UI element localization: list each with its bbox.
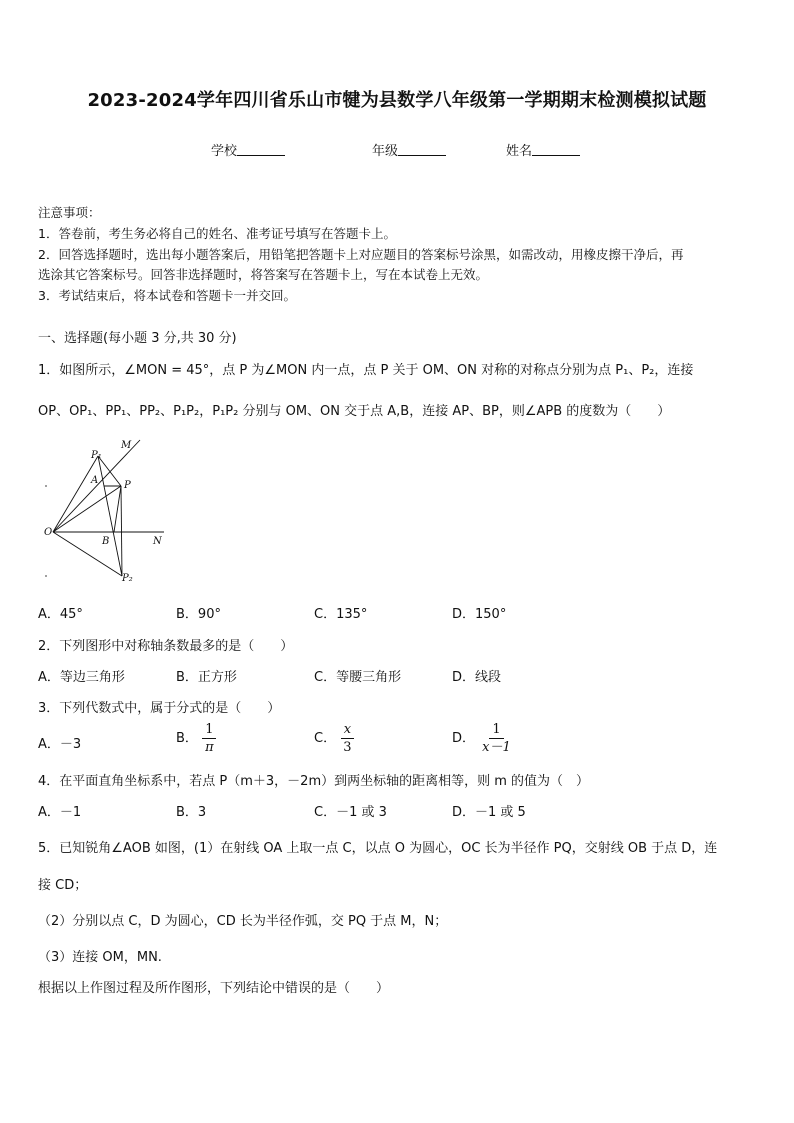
note-item-3: 3．考试结束后，将本试卷和答题卡一并交回。	[38, 288, 296, 303]
q4-option-c: C．－1 或 3	[314, 805, 387, 820]
q3-option-d-label: D．	[452, 731, 476, 746]
q3-option-b-label: B．	[176, 731, 198, 746]
note-item-2-cont: 选涂其它答案标号。回答非选择题时，将答案写在答题卡上，写在本试卷上无效。	[38, 267, 489, 282]
q3-option-b-numerator: 1	[202, 722, 216, 739]
q3-option-b	[176, 722, 217, 755]
q3-option-d-numerator: 1	[489, 722, 503, 739]
q3-option-d-fraction	[479, 722, 514, 755]
section-heading: 一、选择题(每小题 3 分,共 30 分)	[38, 331, 237, 346]
q4-stem: 4．在平面直角坐标系中，若点 P（m＋3，－2m）到两坐标轴的距离相等，则 m 的值为（ ）	[38, 774, 590, 789]
q5-question: 根据以上作图过程及所作图形，下列结论中错误的是（ ）	[38, 981, 390, 996]
q4-option-d: D．－1 或 5	[452, 805, 526, 820]
q1-stem-line2: OP、OP₁、PP₁、PP₂、P₁P₂，P₁P₂ 分别与 OM、ON 交于点 A,B，连接 AP、BP，则∠APB 的度数为（ ）	[38, 404, 671, 419]
label-O: O	[44, 527, 53, 538]
q3-option-b-denominator: π	[205, 740, 214, 755]
label-P: P	[124, 480, 131, 491]
school-blank	[237, 142, 285, 156]
grade-blank	[398, 142, 446, 156]
q5-stem-line1: 5．已知锐角∠AOB 如图，(1）在射线 OA 上取一点 C，以点 O 为圆心，OC 长为半径作 PQ，交射线 OB 于点 D，连	[38, 841, 718, 856]
name-label: 姓名	[506, 144, 533, 159]
q3-option-c-denominator: 3	[343, 740, 352, 755]
grade-field	[372, 140, 446, 159]
q5-stem-line2: 接 CD；	[38, 878, 88, 893]
q2-option-a: A．等边三角形	[38, 670, 125, 685]
label-P1: P₁	[91, 450, 102, 461]
label-M: M	[121, 440, 132, 451]
q3-option-c	[314, 722, 355, 755]
q3-option-d	[452, 722, 514, 755]
q3-option-a: A．－3	[38, 737, 82, 752]
q2-option-b: B．正方形	[176, 670, 237, 685]
name-field	[506, 140, 580, 159]
q2-option-d: D．线段	[452, 670, 502, 685]
q3-option-d-denominator: x－1	[482, 740, 511, 755]
q5-step-2: （2）分别以点 C，D 为圆心，CD 长为半径作弧，交 PQ 于点 M，N；	[38, 914, 448, 929]
q2-option-c: C．等腰三角形	[314, 670, 402, 685]
grade-label: 年级	[372, 144, 399, 159]
q4-option-b: B．3	[176, 805, 207, 820]
q4-option-a: A．－1	[38, 805, 82, 820]
q1-option-b: B．90°	[176, 607, 221, 622]
q2-stem: 2．下列图形中对称轴条数最多的是（ ）	[38, 639, 294, 654]
school-field	[211, 140, 285, 159]
label-A: A	[91, 475, 99, 486]
q1-option-a: A．45°	[38, 607, 83, 622]
q3-stem: 3．下列代数式中，属于分式的是（ ）	[38, 701, 281, 716]
label-N: N	[153, 536, 162, 547]
note-item-1: 1．答卷前，考生务必将自己的姓名、准考证号填写在答题卡上。	[38, 226, 396, 241]
q3-option-c-label: C．	[314, 731, 337, 746]
q1-stem-line1: 1．如图所示，∠MON = 45°，点 P 为∠MON 内一点，点 P 关于 OM、ON 对称的对称点分别为点 P₁、P₂，连接	[38, 363, 694, 378]
name-blank	[532, 142, 580, 156]
q1-figure	[40, 436, 170, 586]
q5-step-3: （3）连接 OM，MN.	[38, 950, 162, 965]
school-label: 学校	[211, 144, 238, 159]
notes-heading: 注意事项：	[38, 205, 101, 220]
label-P2: P₂	[122, 573, 133, 584]
note-item-2: 2．回答选择题时，选出每小题答案后，用铅笔把答题卡上对应题目的答案标号涂黑，如需改动，用橡皮擦干净后，再	[38, 247, 684, 262]
page-title: 2023-2024学年四川省乐山市犍为县数学八年级第一学期期末检测模拟试题	[87, 90, 707, 111]
q1-option-c: C．135°	[314, 607, 368, 622]
q3-option-c-fraction	[340, 722, 354, 755]
q1-option-d: D．150°	[452, 607, 507, 622]
q3-option-b-fraction	[202, 722, 217, 755]
label-B: B	[102, 536, 110, 547]
q3-option-c-numerator: x	[341, 722, 354, 739]
